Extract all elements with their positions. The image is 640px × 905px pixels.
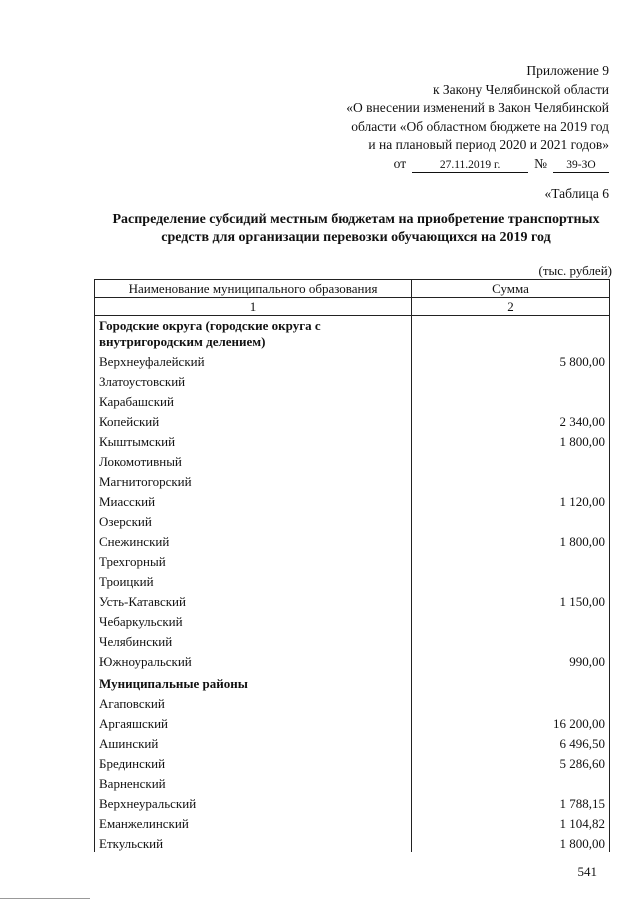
subsidy-amount: [412, 470, 610, 490]
municipality-name: Еткульский: [95, 832, 412, 852]
law-title-line-1: «О внесении изменений в Закон Челябинской: [346, 100, 609, 115]
subsidy-table: [94, 279, 610, 852]
table-row: [95, 650, 610, 670]
municipality-name: Копейский: [95, 410, 412, 430]
subsidy-amount: [412, 550, 610, 570]
subsidy-amount: 1 800,00: [412, 832, 610, 852]
column-number-2: 2: [412, 298, 610, 316]
table-row: [95, 630, 610, 650]
number-prefix: №: [534, 155, 547, 171]
municipality-name: Южноуральский: [95, 650, 412, 670]
municipality-name: Чебаркульский: [95, 610, 412, 630]
subsidy-amount: 1 800,00: [412, 430, 610, 450]
table-row: [95, 792, 610, 812]
subsidy-amount: 1 788,15: [412, 792, 610, 812]
subsidy-amount: [412, 610, 610, 630]
table-row: [95, 692, 610, 712]
municipality-name: Озерский: [95, 510, 412, 530]
number-value: 39-ЗО: [553, 158, 609, 173]
subsidy-amount: 16 200,00: [412, 712, 610, 732]
subsidy-amount: [412, 316, 610, 351]
subsidy-amount: [412, 570, 610, 590]
subsidy-amount: [412, 450, 610, 470]
date-prefix: от: [393, 155, 407, 171]
table-row: [95, 370, 610, 390]
municipality-name: Кыштымский: [95, 430, 412, 450]
table-row: [95, 812, 610, 832]
table-row: [95, 752, 610, 772]
table-group-row: [95, 316, 610, 351]
municipality-name: Карабашский: [95, 390, 412, 410]
municipality-name: Локомотивный: [95, 450, 412, 470]
municipality-name: Троицкий: [95, 570, 412, 590]
table-row: [95, 610, 610, 630]
subsidy-amount: 1 150,00: [412, 590, 610, 610]
municipality-name: Еманжелинский: [95, 812, 412, 832]
table-row: [95, 350, 610, 370]
subsidy-amount: 990,00: [412, 650, 610, 670]
municipality-name: Варненский: [95, 772, 412, 792]
table-row: [95, 590, 610, 610]
municipality-name: Аргаяшский: [95, 712, 412, 732]
table-row: [95, 732, 610, 752]
group-heading: Городские округа (городские округа с внутригородским делением): [95, 316, 412, 351]
document-title: Распределение субсидий местным бюджетам на приобретение транспортных средств для организации перевозки обучающихся на 2019 год: [112, 212, 600, 245]
subsidy-amount: [412, 772, 610, 792]
appendix-header: [346, 62, 609, 173]
subsidy-amount: [412, 630, 610, 650]
municipality-name: Ашинский: [95, 732, 412, 752]
page-number: 541: [577, 864, 597, 879]
table-row: [95, 772, 610, 792]
table-row: [95, 550, 610, 570]
margin-mark: [0, 898, 90, 899]
subsidy-amount: 5 286,60: [412, 752, 610, 772]
subsidy-amount: [412, 390, 610, 410]
municipality-name: Брединский: [95, 752, 412, 772]
group-heading: Муниципальные районы: [95, 670, 412, 692]
column-number-row: [95, 298, 610, 316]
table-row: [95, 530, 610, 550]
law-reference-line: к Закону Челябинской области: [432, 81, 609, 97]
subsidy-amount: 1 120,00: [412, 490, 610, 510]
municipality-name: Челябинский: [95, 630, 412, 650]
subsidy-amount: 5 800,00: [412, 350, 610, 370]
table-label: «Таблица 6: [544, 186, 609, 201]
municipality-name: Верхнеуральский: [95, 792, 412, 812]
table-row: [95, 832, 610, 852]
table-group-row: [95, 670, 610, 692]
appendix-number: Приложение 9: [526, 63, 609, 78]
date-number-line: [394, 155, 609, 174]
law-title-line-3: и на плановый период 2020 и 2021 годов»: [368, 137, 609, 152]
municipality-name: Снежинский: [95, 530, 412, 550]
table-row: [95, 570, 610, 590]
municipality-name: Миасский: [95, 490, 412, 510]
municipality-name: Трехгорный: [95, 550, 412, 570]
table-row: [95, 712, 610, 732]
column-number-1: 1: [95, 298, 412, 316]
municipality-name: Верхнеуфалейский: [95, 350, 412, 370]
subsidy-amount: 6 496,50: [412, 732, 610, 752]
municipality-name: Магнитогорский: [95, 470, 412, 490]
municipality-name: Златоустовский: [95, 370, 412, 390]
column-header-sum: Сумма: [412, 280, 610, 298]
table-header-row: [95, 280, 610, 298]
subsidy-amount: 2 340,00: [412, 410, 610, 430]
table-row: [95, 470, 610, 490]
subsidy-amount: 1 800,00: [412, 530, 610, 550]
subsidy-amount: 1 104,82: [412, 812, 610, 832]
column-header-name: Наименование муниципального образования: [95, 280, 412, 298]
table-row: [95, 450, 610, 470]
municipality-name: Усть-Катавский: [95, 590, 412, 610]
units-label: (тыс. рублей): [538, 263, 612, 278]
table-row: [95, 430, 610, 450]
law-title-line-2: области «Об областном бюджете на 2019 год: [351, 118, 609, 134]
subsidy-amount: [412, 510, 610, 530]
table-row: [95, 490, 610, 510]
table-row: [95, 390, 610, 410]
municipality-name: Агаповский: [95, 692, 412, 712]
subsidy-amount: [412, 692, 610, 712]
subsidy-amount: [412, 370, 610, 390]
date-value: 27.11.2019 г.: [412, 158, 528, 173]
table-row: [95, 510, 610, 530]
table-row: [95, 410, 610, 430]
subsidy-amount: [412, 670, 610, 692]
